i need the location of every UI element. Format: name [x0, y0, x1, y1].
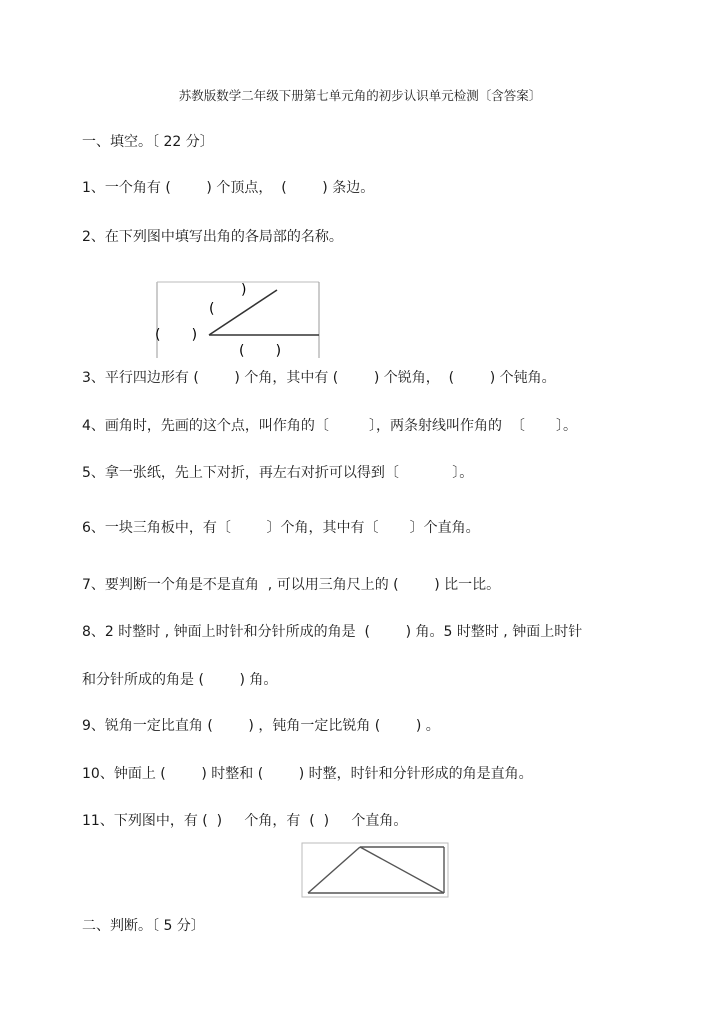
question-3: 3、平行四边形有 ( ) 个角，其中有 ( ) 个锐角， ( ) 个钝角。 — [82, 370, 556, 386]
question-2: 2、在下列图中填写出角的各局部的名称。 — [82, 229, 343, 245]
question-6: 6、一块三角板中，有〔 〕个角，其中有〔 〕个直角。 — [82, 520, 480, 536]
question-9: 9、锐角一定比直角 ( ) ，钝角一定比锐角 ( ) 。 — [82, 718, 440, 734]
section-fill-blank-heading: 一、填空。〔 22 分〕 — [82, 134, 214, 150]
question-10: 10、钟面上 ( ) 时整和 ( ) 时整，时针和分针形成的角是直角。 — [82, 766, 533, 782]
question-4: 4、画角时，先画的这个点，叫作角的〔 〕，两条射线叫作角的 〔 〕。 — [82, 418, 578, 434]
figure-frame — [302, 843, 448, 897]
question-8-line-2: 和分针所成的角是 ( ) 角。 — [82, 672, 278, 688]
figure-paren-vertex: ( ) — [155, 327, 198, 343]
question-1: 1、一个角有 ( ) 个顶点， ( ) 条边。 — [82, 180, 375, 196]
document-title: 苏教版数学二年级下册第七单元角的初步认识单元检测〔含答案〕 — [178, 88, 542, 103]
figure-paren-middle: ( — [209, 301, 215, 317]
question-8-line-1: 8、2 时整时 , 钟面上时针和分针所成的角是 ( ) 角。5 时整时 , 钟面上时针 — [82, 624, 583, 640]
angle-figure — [153, 280, 323, 362]
question-11: 11、下列图中，有 ( ) 个角，有 ( ) 个直角。 — [82, 813, 408, 829]
figure-paren-top: ) — [241, 282, 247, 298]
segment-diagonal — [360, 847, 444, 893]
question-5: 5、拿一张纸，先上下对折，再左右对折可以得到〔 〕。 — [82, 465, 474, 481]
figure-paren-side: ( ) — [239, 343, 282, 359]
rectangle-figure — [300, 841, 452, 901]
segment-left-slant — [308, 847, 360, 893]
question-7: 7、要判断一个角是不是直角 , 可以用三角尺上的 ( ) 比一比。 — [82, 577, 501, 593]
section-true-false-heading: 二、判断。〔 5 分〕 — [82, 918, 205, 934]
